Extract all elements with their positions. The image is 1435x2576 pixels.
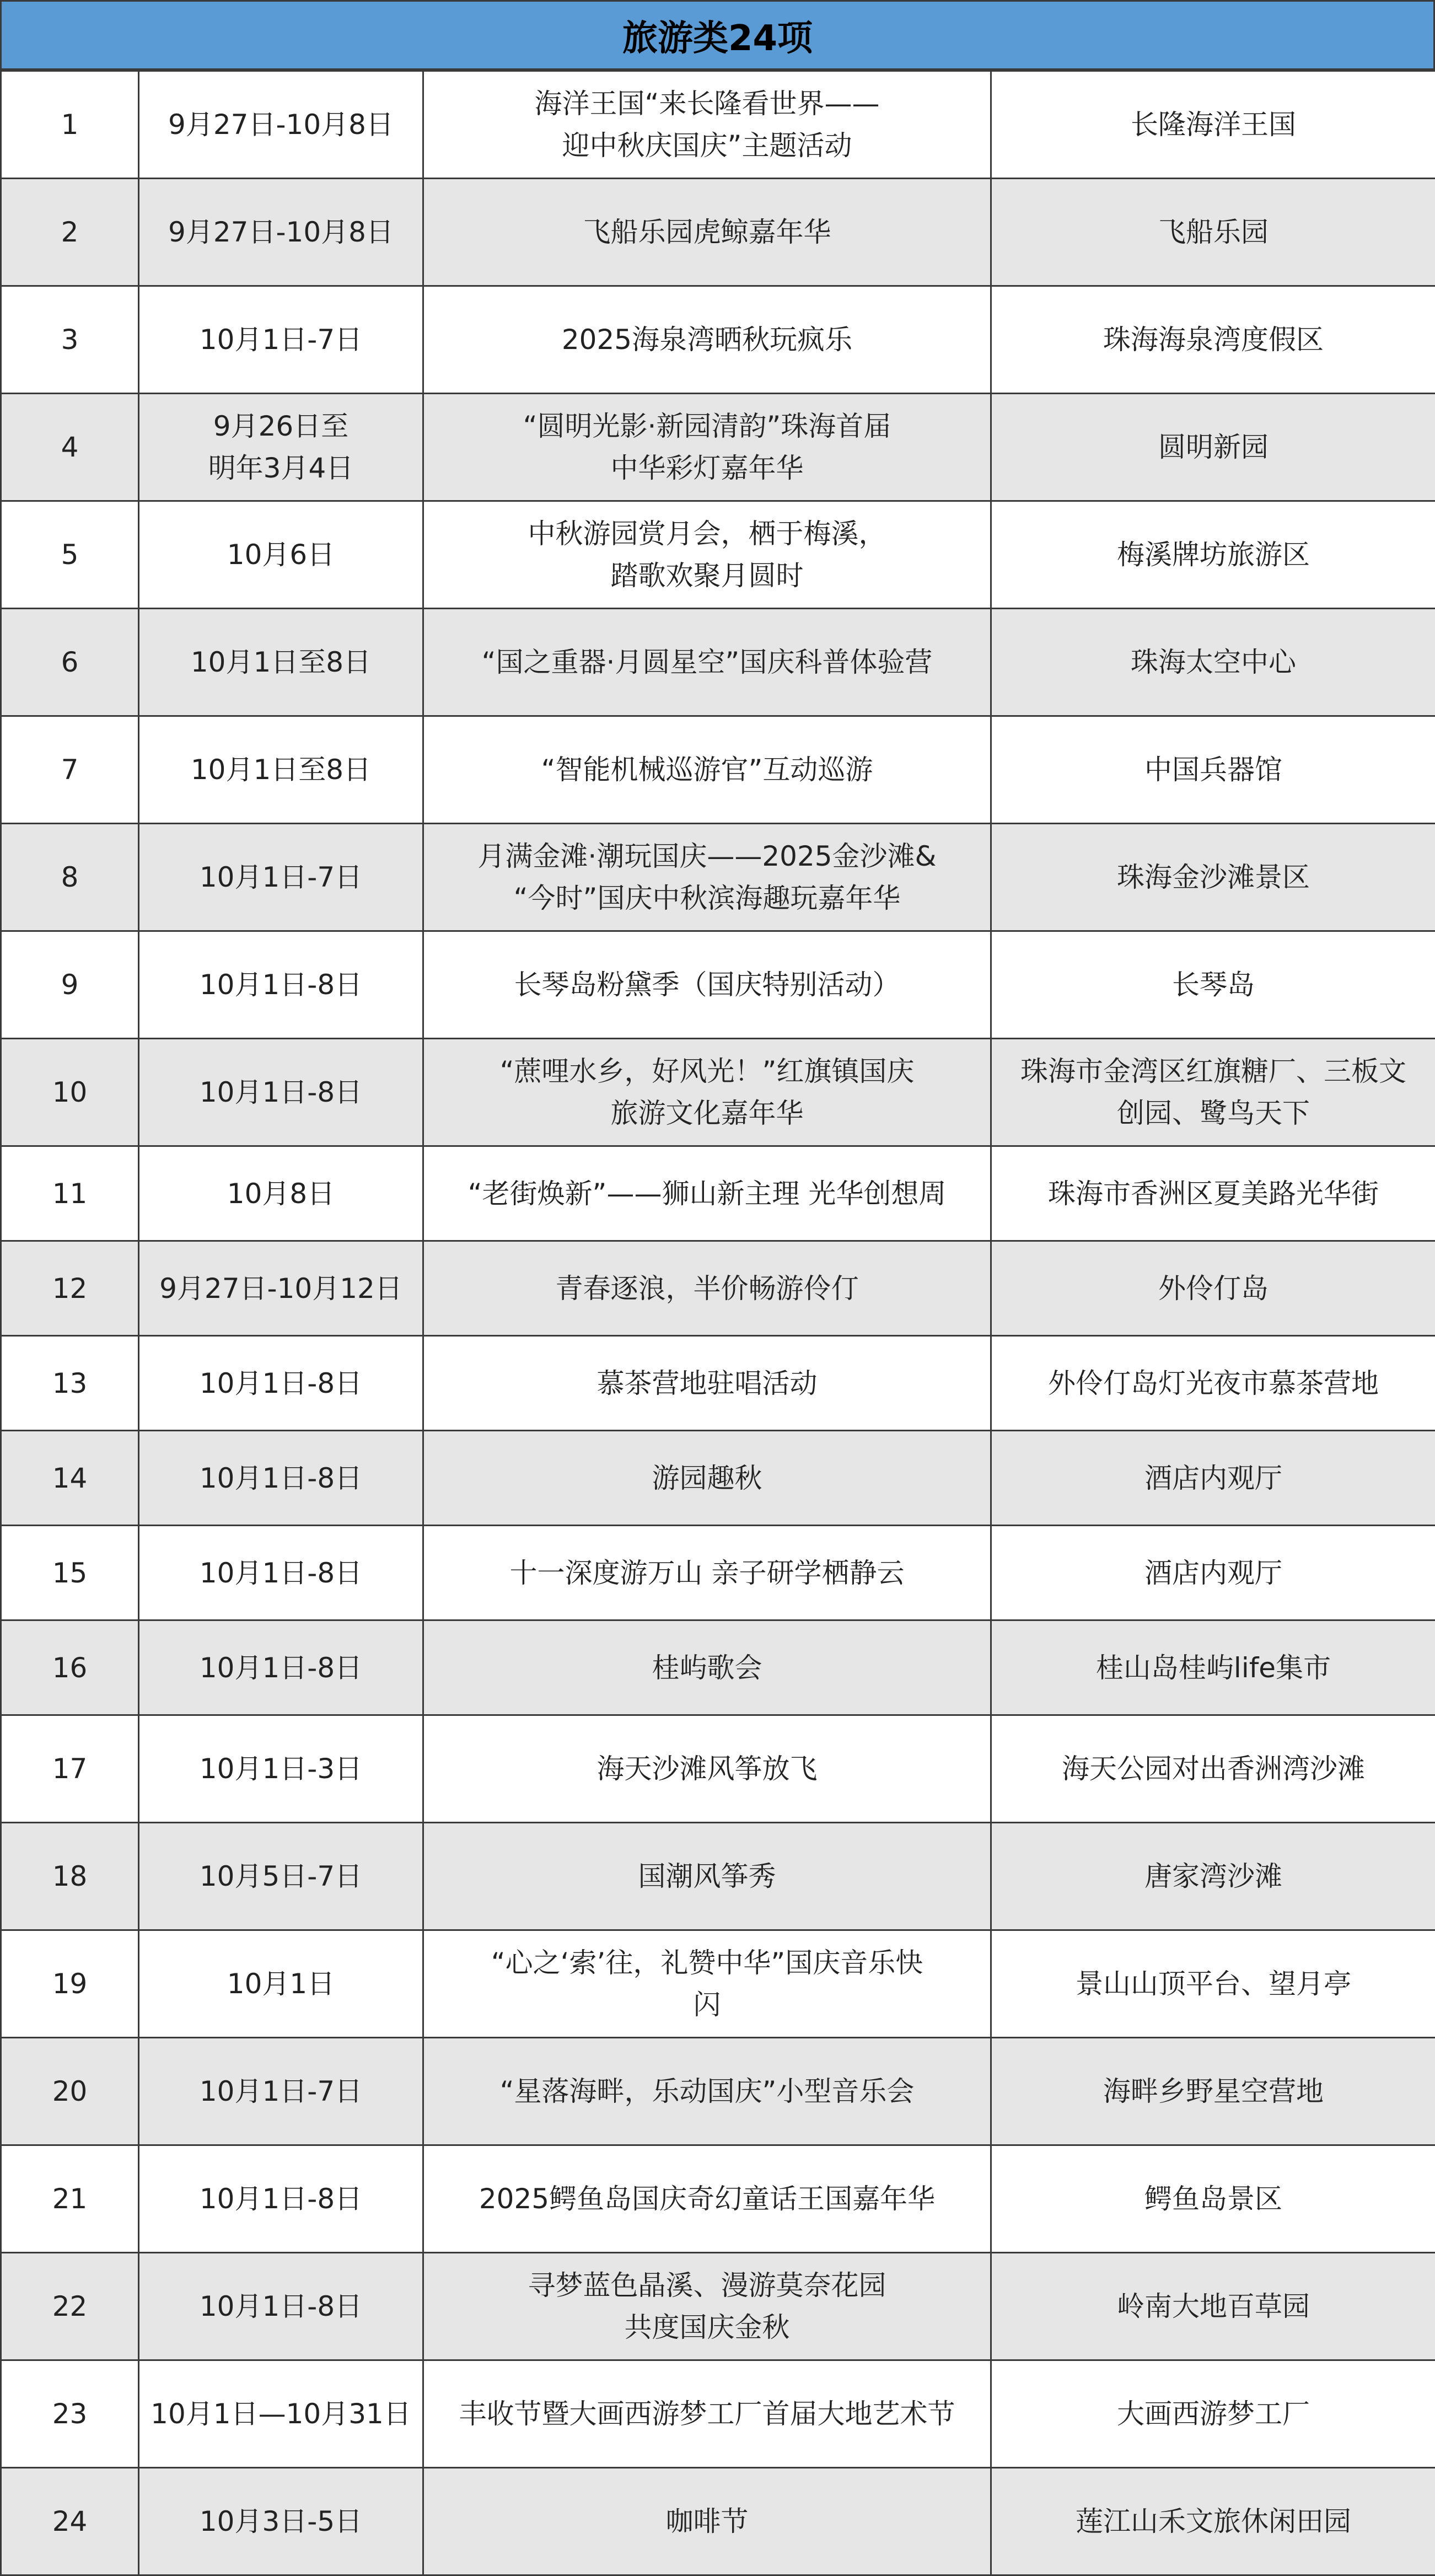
date-cell (139, 2253, 423, 2360)
activity-cell (423, 716, 991, 824)
row-number (1, 1930, 139, 2038)
activity-cell (423, 71, 991, 179)
row-number-line: 19 (52, 1968, 88, 2000)
row-number (1, 1431, 139, 1526)
row-number-line: 8 (61, 861, 79, 893)
location-cell (991, 2360, 1435, 2468)
location-cell-line: 桂山岛桂屿life集市 (1096, 1652, 1331, 1684)
activity-cell-line: “老街焕新”——狮山新主理 光华创想周 (468, 1178, 947, 1210)
row-number-line: 17 (52, 1753, 88, 1785)
date-cell (139, 1431, 423, 1526)
date-cell-line: 10月1日至8日 (191, 754, 371, 786)
row-number-line: 3 (61, 324, 79, 356)
table-row (1, 609, 1435, 716)
location-cell-line: 珠海市香洲区夏美路光华街 (1048, 1178, 1379, 1210)
row-number-line: 10 (52, 1076, 88, 1108)
location-cell (991, 1620, 1435, 1715)
table-row (1, 716, 1435, 824)
table-row (1, 1620, 1435, 1715)
location-cell (991, 609, 1435, 716)
activity-cell (423, 1241, 991, 1336)
activity-cell-line: 共度国庆金秋 (625, 2311, 790, 2343)
table-row (1, 1146, 1435, 1241)
location-cell (991, 1039, 1435, 1146)
row-number-line: 9 (61, 969, 79, 1001)
row-number (1, 2253, 139, 2360)
location-cell-line: 酒店内观厅 (1144, 1557, 1282, 1589)
date-cell (139, 2360, 423, 2468)
activity-cell-line: 咖啡节 (666, 2505, 749, 2537)
table-row (1, 1715, 1435, 1823)
row-number (1, 394, 139, 501)
table-row (1, 1336, 1435, 1431)
table-body (1, 71, 1435, 2575)
activity-cell (423, 1823, 991, 1930)
table-row (1, 2253, 1435, 2360)
date-cell (139, 1336, 423, 1431)
location-cell (991, 2145, 1435, 2253)
table-row (1, 286, 1435, 394)
location-cell (991, 1526, 1435, 1620)
date-cell (139, 1620, 423, 1715)
location-cell-line: 岭南大地百草园 (1117, 2290, 1310, 2322)
activity-cell-line: 中秋游园赏月会，栖于梅溪， (528, 518, 886, 550)
activity-cell-line: 海天沙滩风筝放飞 (597, 1753, 818, 1785)
row-number-line: 11 (52, 1178, 88, 1210)
row-number (1, 71, 139, 179)
table-row (1, 1039, 1435, 1146)
date-cell (139, 71, 423, 179)
activity-cell-line: 2025海泉湾晒秋玩疯乐 (562, 324, 852, 356)
row-number-line: 7 (61, 754, 79, 786)
activity-cell (423, 179, 991, 286)
table-row (1, 824, 1435, 931)
date-cell (139, 2468, 423, 2575)
table-row (1, 931, 1435, 1039)
activity-cell-line: 迎中秋庆国庆”主题活动 (562, 130, 852, 162)
activity-cell (423, 1039, 991, 1146)
table-title: 旅游类24项 (0, 0, 1435, 70)
date-cell-line: 10月1日至8日 (191, 646, 371, 678)
location-cell-line: 大画西游梦工厂 (1117, 2398, 1310, 2430)
row-number (1, 1620, 139, 1715)
row-number (1, 609, 139, 716)
activity-cell (423, 1526, 991, 1620)
location-cell-line: 圆明新园 (1158, 431, 1269, 463)
location-cell-line: 飞船乐园 (1158, 216, 1269, 248)
row-number (1, 501, 139, 609)
date-cell-line: 10月8日 (227, 1178, 335, 1210)
date-cell (139, 501, 423, 609)
activity-cell (423, 931, 991, 1039)
location-cell (991, 2253, 1435, 2360)
row-number-line: 21 (52, 2183, 88, 2215)
activity-cell (423, 394, 991, 501)
location-cell (991, 1241, 1435, 1336)
location-cell (991, 1823, 1435, 1930)
row-number-line: 14 (52, 1462, 88, 1494)
date-cell (139, 1039, 423, 1146)
table-row (1, 1526, 1435, 1620)
activity-cell-line: “蔗哩水乡，好风光！”红旗镇国庆 (500, 1055, 915, 1087)
date-cell-line: 10月1日 (227, 1968, 335, 2000)
location-cell-line: 鳄鱼岛景区 (1144, 2183, 1282, 2215)
location-cell (991, 2468, 1435, 2575)
activity-cell-line: 月满金滩·潮玩国庆——2025金沙滩& (477, 840, 936, 872)
date-cell (139, 1526, 423, 1620)
row-number (1, 179, 139, 286)
location-cell (991, 1336, 1435, 1431)
activity-cell (423, 286, 991, 394)
date-cell-line: 9月26日至 (213, 410, 348, 442)
activity-cell (423, 2253, 991, 2360)
activity-cell-line: 十一深度游万山 亲子研学栖静云 (510, 1557, 905, 1589)
table-row (1, 2468, 1435, 2575)
location-cell-line: 珠海太空中心 (1131, 646, 1296, 678)
row-number-line: 6 (61, 646, 79, 678)
location-cell (991, 824, 1435, 931)
row-number (1, 1526, 139, 1620)
table-row (1, 1241, 1435, 1336)
row-number (1, 1039, 139, 1146)
row-number-line: 15 (52, 1557, 88, 1589)
activity-cell (423, 824, 991, 931)
location-cell-line: 梅溪牌坊旅游区 (1117, 539, 1310, 571)
row-number (1, 2038, 139, 2145)
location-cell-line: 珠海市金湾区红旗糖厂、三板文 (1020, 1055, 1406, 1087)
location-cell-line: 酒店内观厅 (1144, 1462, 1282, 1494)
activity-cell-line: “智能机械巡游官”互动巡游 (541, 754, 873, 786)
table-row (1, 2145, 1435, 2253)
activity-cell (423, 1930, 991, 2038)
activity-cell-line: “星落海畔，乐动国庆”小型音乐会 (500, 2075, 915, 2107)
location-cell-line: 外伶仃岛灯光夜市慕茶营地 (1048, 1367, 1379, 1399)
date-cell (139, 1930, 423, 2038)
activity-cell-line: 飞船乐园虎鲸嘉年华 (583, 216, 831, 248)
activity-cell-line: “国之重器·月圆星空”国庆科普体验营 (482, 646, 933, 678)
row-number-line: 16 (52, 1652, 88, 1684)
date-cell (139, 716, 423, 824)
row-number (1, 931, 139, 1039)
date-cell (139, 1241, 423, 1336)
row-number (1, 2145, 139, 2253)
activity-cell-line: 游园趣秋 (652, 1462, 762, 1494)
table-row (1, 394, 1435, 501)
activity-cell-line: 2025鳄鱼岛国庆奇幻童话王国嘉年华 (479, 2183, 935, 2215)
row-number-line: 20 (52, 2075, 88, 2107)
date-cell-line: 10月1日-7日 (200, 324, 362, 356)
date-cell-line: 明年3月4日 (208, 452, 354, 484)
activity-cell-line: “圆明光影·新园清韵”珠海首届 (523, 410, 891, 442)
date-cell-line: 10月1日-8日 (200, 1076, 362, 1108)
location-cell-line: 海天公园对出香洲湾沙滩 (1062, 1753, 1365, 1785)
table-row (1, 1431, 1435, 1526)
activity-cell-line: 国潮风筝秀 (638, 1860, 776, 1892)
activity-cell-line: “今时”国庆中秋滨海趣玩嘉年华 (514, 882, 901, 914)
activity-cell-line: 闪 (694, 1989, 721, 2021)
date-cell (139, 179, 423, 286)
date-cell-line: 9月27日-10月8日 (168, 216, 394, 248)
date-cell (139, 394, 423, 501)
activity-cell-line: 长琴岛粉黛季（国庆特别活动） (514, 969, 900, 1001)
date-cell-line: 10月1日-8日 (200, 2290, 362, 2322)
activity-cell-line: 丰收节暨大画西游梦工厂首届大地艺术节 (459, 2398, 955, 2430)
activity-cell-line: 桂屿歌会 (652, 1652, 762, 1684)
row-number-line: 4 (61, 431, 79, 463)
row-number (1, 1146, 139, 1241)
date-cell (139, 931, 423, 1039)
location-cell (991, 286, 1435, 394)
row-number-line: 1 (61, 109, 79, 141)
row-number (1, 824, 139, 931)
row-number (1, 2360, 139, 2468)
date-cell-line: 10月1日-8日 (200, 1557, 362, 1589)
date-cell-line: 10月1日-8日 (200, 2183, 362, 2215)
table-row (1, 501, 1435, 609)
activity-cell (423, 1336, 991, 1431)
table-row (1, 1823, 1435, 1930)
row-number-line: 12 (52, 1273, 88, 1305)
date-cell-line: 10月1日—10月31日 (151, 2398, 411, 2430)
location-cell (991, 931, 1435, 1039)
table-row (1, 71, 1435, 179)
date-cell-line: 9月27日-10月12日 (159, 1273, 402, 1305)
row-number (1, 1823, 139, 1930)
date-cell (139, 1146, 423, 1241)
row-number (1, 2468, 139, 2575)
row-number-line: 24 (52, 2505, 88, 2537)
row-number-line: 23 (52, 2398, 88, 2430)
location-cell (991, 1715, 1435, 1823)
date-cell (139, 2145, 423, 2253)
activity-cell (423, 609, 991, 716)
date-cell-line: 10月3日-5日 (200, 2505, 362, 2537)
location-cell-line: 长隆海洋王国 (1131, 109, 1296, 141)
location-cell (991, 1431, 1435, 1526)
activity-cell-line: 寻梦蓝色晶溪、漫游莫奈花园 (528, 2269, 886, 2301)
location-cell-line: 海畔乡野星空营地 (1103, 2075, 1324, 2107)
row-number-line: 2 (61, 216, 79, 248)
date-cell-line: 10月1日-8日 (200, 1367, 362, 1399)
location-cell (991, 1146, 1435, 1241)
date-cell-line: 10月1日-8日 (200, 969, 362, 1001)
activity-cell-line: 踏歌欢聚月圆时 (611, 560, 804, 592)
date-cell-line: 10月1日-7日 (200, 2075, 362, 2107)
location-cell-line: 中国兵器馆 (1144, 754, 1282, 786)
location-cell (991, 2038, 1435, 2145)
location-cell-line: 创园、鹭鸟天下 (1117, 1097, 1310, 1129)
activity-cell-line: 青春逐浪，半价畅游伶仃 (556, 1273, 859, 1305)
activity-cell (423, 1620, 991, 1715)
row-number-line: 22 (52, 2290, 88, 2322)
row-number (1, 1336, 139, 1431)
activity-cell (423, 2468, 991, 2575)
row-number-line: 13 (52, 1367, 88, 1399)
row-number-line: 18 (52, 1860, 88, 1892)
date-cell-line: 10月5日-7日 (200, 1860, 362, 1892)
location-cell-line: 珠海海泉湾度假区 (1103, 324, 1324, 356)
location-cell (991, 501, 1435, 609)
activity-cell (423, 2038, 991, 2145)
row-number-line: 5 (61, 539, 79, 571)
date-cell-line: 10月1日-8日 (200, 1462, 362, 1494)
location-cell-line: 唐家湾沙滩 (1144, 1860, 1282, 1892)
activity-cell-line: 中华彩灯嘉年华 (611, 452, 804, 484)
date-cell-line: 10月1日-3日 (200, 1753, 362, 1785)
table-row (1, 2360, 1435, 2468)
date-cell (139, 2038, 423, 2145)
activity-cell (423, 2360, 991, 2468)
activity-cell-line: “心之‘索’往，礼赞中华”国庆音乐快 (491, 1947, 923, 1979)
events-table (0, 70, 1435, 2576)
location-cell-line: 外伶仃岛 (1158, 1273, 1269, 1305)
activity-cell (423, 1431, 991, 1526)
row-number (1, 1715, 139, 1823)
date-cell-line: 9月27日-10月8日 (168, 109, 394, 141)
activity-cell-line: 海洋王国“来长隆看世界—— (535, 88, 880, 120)
date-cell-line: 10月6日 (227, 539, 335, 571)
activity-cell (423, 1715, 991, 1823)
date-cell-line: 10月1日-7日 (200, 861, 362, 893)
date-cell (139, 609, 423, 716)
location-cell-line: 莲江山禾文旅休闲田园 (1076, 2505, 1351, 2537)
date-cell (139, 286, 423, 394)
table-row (1, 2038, 1435, 2145)
activity-cell (423, 2145, 991, 2253)
activity-cell-line: 慕茶营地驻唱活动 (597, 1367, 818, 1399)
date-cell (139, 1715, 423, 1823)
row-number (1, 1241, 139, 1336)
row-number (1, 286, 139, 394)
date-cell (139, 1823, 423, 1930)
activity-cell (423, 1146, 991, 1241)
location-cell (991, 716, 1435, 824)
location-cell (991, 71, 1435, 179)
table-row (1, 179, 1435, 286)
location-cell (991, 179, 1435, 286)
location-cell (991, 1930, 1435, 2038)
location-cell-line: 珠海金沙滩景区 (1117, 861, 1310, 893)
activity-cell-line: 旅游文化嘉年华 (611, 1097, 804, 1129)
location-cell-line: 景山山顶平台、望月亭 (1076, 1968, 1351, 2000)
row-number (1, 716, 139, 824)
date-cell-line: 10月1日-8日 (200, 1652, 362, 1684)
location-cell-line: 长琴岛 (1172, 969, 1255, 1001)
table-row (1, 1930, 1435, 2038)
location-cell (991, 394, 1435, 501)
activity-cell (423, 501, 991, 609)
date-cell (139, 824, 423, 931)
